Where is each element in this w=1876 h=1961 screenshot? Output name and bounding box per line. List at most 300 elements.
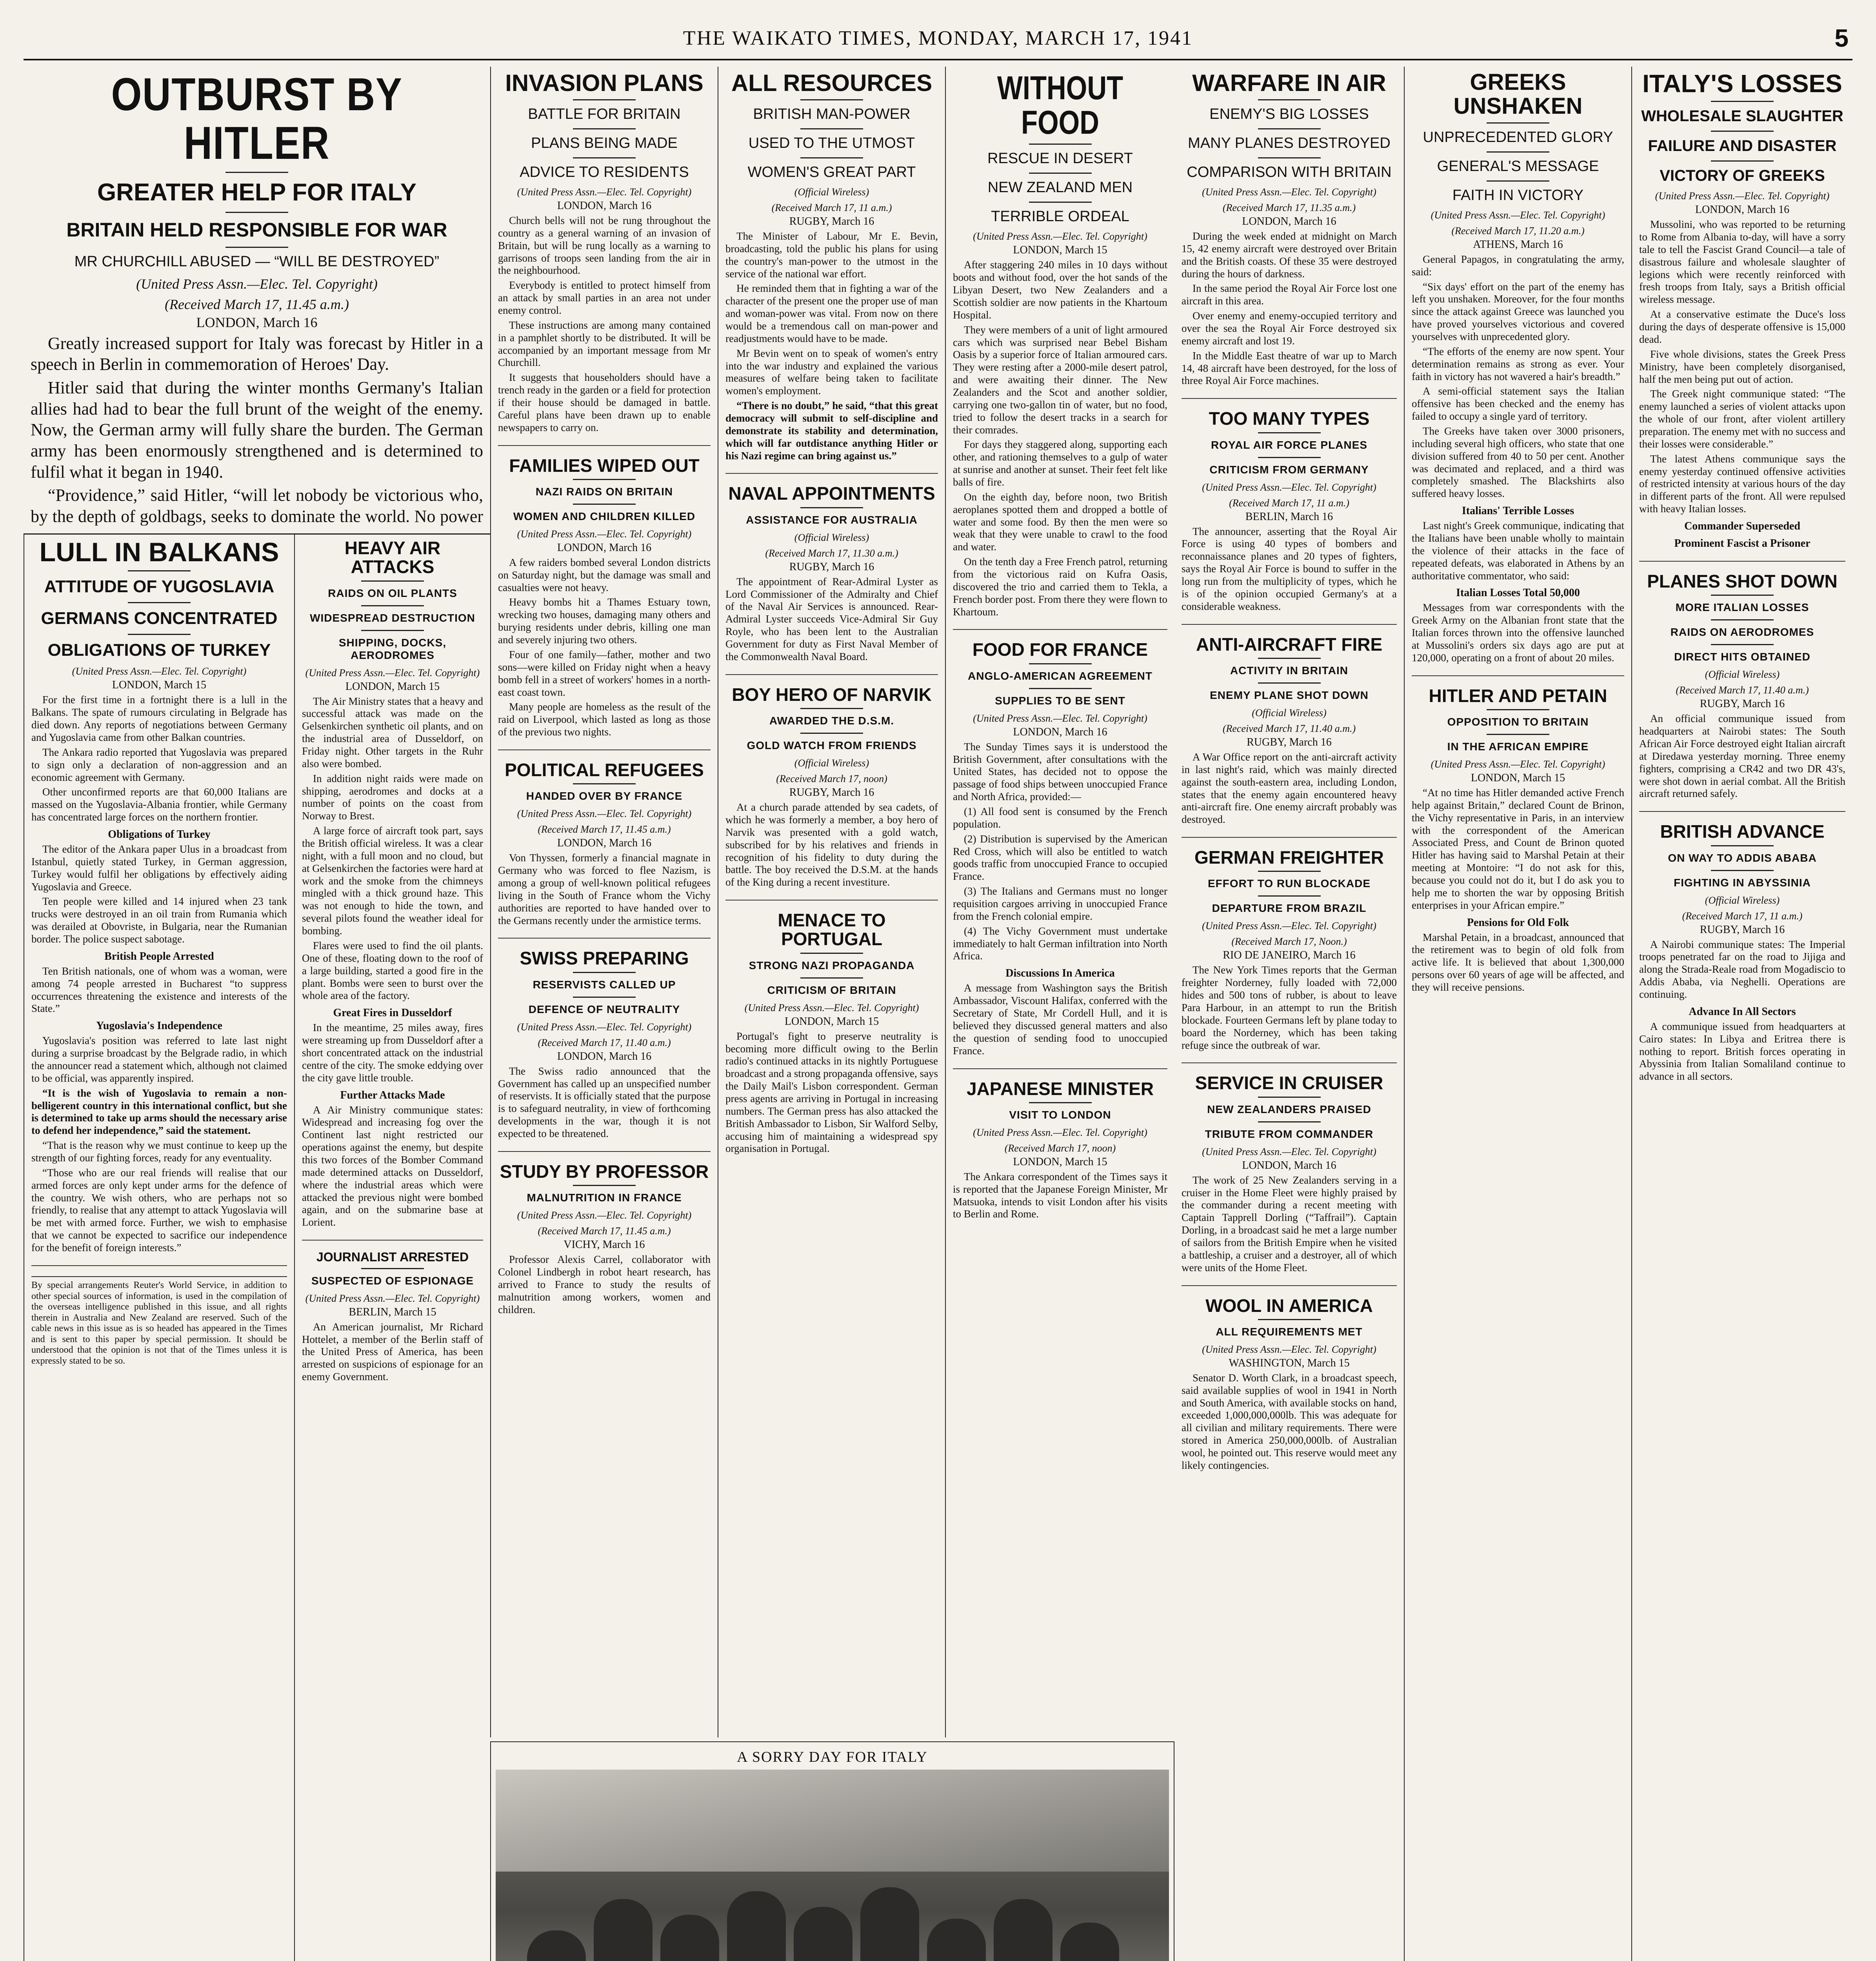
received-time: (Received March 17, 11.45 a.m.) bbox=[538, 1225, 671, 1237]
divider bbox=[1258, 432, 1321, 433]
italy-losses-subhead-1: WHOLESALE SLAUGHTER bbox=[1641, 107, 1843, 125]
paragraph: The Swiss radio announced that the Government has called up an unspecified number of reservists. It is officially stated that the purpose is to safeguard neutrality, in view of forthcoming developments in the war, though it is not expected to be threatened. bbox=[498, 1065, 711, 1139]
dateline: LONDON, March 15 bbox=[1013, 244, 1107, 256]
paragraph: “It is the wish of Yugoslavia to remain a non-belligerent country in this international conflict, but she is determined to take up arms should the necessary arise to defend her independence,” said the statement. bbox=[31, 1087, 287, 1137]
dateline: RUGBY, March 16 bbox=[789, 560, 874, 573]
dateline: RUGBY, March 16 bbox=[789, 215, 874, 227]
wire-credit: (United Press Assn.—Elec. Tel. Copyright) bbox=[517, 808, 692, 820]
side-heading: Yugoslavia's Independence bbox=[96, 1020, 222, 1032]
cruiser-subhead-2: TRIBUTE FROM COMMANDER bbox=[1205, 1128, 1374, 1140]
divider bbox=[1258, 658, 1321, 659]
types-headline: TOO MANY TYPES bbox=[1209, 408, 1370, 429]
divider bbox=[1487, 709, 1549, 710]
wire-credit: (United Press Assn.—Elec. Tel. Copyright) bbox=[136, 276, 378, 292]
wire-credit: (United Press Assn.—Elec. Tel. Copyright) bbox=[1431, 209, 1605, 221]
paragraph: The appointment of Rear-Admiral Lyster as Lord Commissioner of the Admiralty and Chief of the Naval Air Services is announced. Rear-Admiral Lyster succeeds Vice-Admiral Sir Guy Royle, who has been lent to the Australian Government for duty as First Naval Member of the Commonwealth Naval Board. bbox=[725, 575, 938, 662]
divider bbox=[1711, 160, 1774, 162]
divider bbox=[1029, 688, 1092, 689]
paragraph: Mussolini, who was reported to be returning to Rome from Albania to-day, will have a sorry tale to tell the Fascist Grand Council—a tale of disastrous failure and wholesale slaughter of legions which were recently reinforced with fresh troops from Italy, says a British official wireless message. bbox=[1639, 218, 1845, 306]
paragraph: Von Thyssen, formerly a financial magnate in Germany who was forced to flee Nazism, is among a group of well-known political refugees living in the South of France whom the Vichy authorities are reported to have handed over to the Germans recently under the armistice terms. bbox=[498, 852, 711, 926]
wire-credit: (United Press Assn.—Elec. Tel. Copyright) bbox=[1202, 481, 1376, 493]
paragraph: The Greeks have taken over 3000 prisoners, including several high officers, who state that one division suffered from 40 to 50 per cent. Another was decimated and replaced, and a third was completely smashed. The Blackshirts also suffered heavy losses. bbox=[1412, 425, 1624, 500]
freighter-subhead-2: DEPARTURE FROM BRAZIL bbox=[1212, 902, 1367, 915]
families-headline: FAMILIES WIPED OUT bbox=[509, 455, 700, 476]
lead-subhead-2: BRITAIN HELD RESPONSIBLE FOR WAR bbox=[66, 218, 447, 241]
narvik-subhead-2: GOLD WATCH FROM FRIENDS bbox=[747, 739, 917, 752]
naval-subhead: ASSISTANCE FOR AUSTRALIA bbox=[746, 513, 918, 526]
families-subhead-2: WOMEN AND CHILDREN KILLED bbox=[513, 510, 696, 522]
wire-credit: (United Press Assn.—Elec. Tel. Copyright) bbox=[1202, 920, 1376, 932]
italy-losses-subhead-2: FAILURE AND DISASTER bbox=[1648, 137, 1837, 155]
greeks-subhead-2: GENERAL'S MESSAGE bbox=[1437, 158, 1599, 175]
received-time: (Received March 17, 11.35 a.m.) bbox=[1222, 202, 1356, 213]
divider bbox=[1487, 151, 1549, 153]
paragraph: He reminded them that in fighting a war of the character of the present one the proper use of man and woman-power was vital. From now on there would be a tremendous call on man-power and readjustments would have to be made. bbox=[725, 282, 938, 344]
divider bbox=[573, 128, 636, 129]
paragraph: An American journalist, Mr Richard Hottelet, a member of the Berlin staff of the United Press of America, has been arrested on suspicions of espionage for an enemy Government. bbox=[302, 1321, 483, 1383]
paragraph: During the week ended at midnight on March 15, 42 enemy aircraft were destroyed over Britain and the British coasts. Of these 35 were destroyed during the hours of darkness. bbox=[1182, 230, 1397, 280]
balkans-headline: LULL IN BALKANS bbox=[39, 537, 279, 567]
dateline: LONDON, March 16 bbox=[557, 200, 652, 212]
dateline: VICHY, March 16 bbox=[564, 1239, 645, 1251]
paragraph: “Providence,” said Hitler, “will let nobody be victorious who, by the depth of goldbags, seeks to dominate the world. No power bbox=[31, 486, 483, 526]
divider bbox=[573, 157, 636, 158]
wire-credit: (United Press Assn.—Elec. Tel. Copyright) bbox=[517, 186, 692, 198]
divider bbox=[573, 997, 636, 998]
paragraph: (1) All food sent is consumed by the French population. bbox=[953, 806, 1167, 830]
received-time: (Received March 17, 11 a.m.) bbox=[1682, 910, 1803, 922]
resources-subhead-1: BRITISH MAN-POWER bbox=[753, 106, 911, 122]
divider bbox=[1029, 144, 1092, 145]
paragraph: The editor of the Ankara paper Ulus in a broadcast from Istanbul, quietly stated Turkey, in German aggression, Turkey would fulfil her obligations by effectively aiding Yugoslavia and Greece. bbox=[31, 843, 287, 893]
antiaircraft-subhead-2: ENEMY PLANE SHOT DOWN bbox=[1210, 689, 1369, 701]
paragraph: Flares were used to find the oil plants. One of these, floating down to the roof of a large building, started a good fire in the plant. Bombs were seen to burst over the whole area of the factory. bbox=[302, 939, 483, 1002]
divider bbox=[573, 504, 636, 505]
paragraph: “The efforts of the enemy are now spent. Your determination remains as strong as ever. Your faith in victory has not wavered a hair's breadth.” bbox=[1412, 345, 1624, 382]
warfare-subhead-1: ENEMY'S BIG LOSSES bbox=[1209, 106, 1369, 122]
lead-headline: OUTBURST BY HITLER bbox=[111, 69, 403, 169]
wire-credit: (Official Wireless) bbox=[1252, 707, 1327, 719]
column-6 bbox=[1174, 67, 1404, 1961]
divider bbox=[800, 99, 863, 100]
dateline: LONDON, March 16 bbox=[1695, 204, 1790, 216]
divider bbox=[225, 247, 288, 248]
cruiser-subhead-1: NEW ZEALANDERS PRAISED bbox=[1207, 1103, 1371, 1115]
invasion-subhead-1: BATTLE FOR BRITAIN bbox=[528, 106, 681, 122]
paragraph: Five whole divisions, states the Greek Press Ministry, have been completely disorganised, half the men being put out of action. bbox=[1639, 348, 1845, 385]
balkans-subhead-3: OBLIGATIONS OF TURKEY bbox=[47, 640, 271, 660]
narvik-subhead-1: AWARDED THE D.S.M. bbox=[769, 715, 894, 727]
antiaircraft-headline: ANTI-AIRCRAFT FIRE bbox=[1196, 634, 1383, 655]
copyright-footnote: By special arrangements Reuter's World Service, in addition to other special sources of information, is used in the compilation of the overseas intelligence published in this issue, and all rights therein in Australia and New Zealand are reserved. Such of the cable news in this issue as is so headed has appeared in the Times and is sent to this paper by special permission. It should be understood that the opinion is not that of the Times unless it is expressly stated to be so. bbox=[31, 1276, 287, 1367]
photo-title: A SORRY DAY FOR ITALY bbox=[736, 1749, 928, 1765]
balkans-subhead-2: GERMANS CONCENTRATED bbox=[41, 609, 278, 628]
balkans-subhead-1: ATTITUDE OF YUGOSLAVIA bbox=[44, 577, 274, 597]
divider bbox=[128, 570, 191, 571]
paragraph: Hitler said that during the winter months Germany's Italian allies had had to bear the full brunt of the weight of the enemy. Now, the German army will fully share the burden. The German army has been enormously strengthened and is determined to fulfil what it began in 1940. bbox=[31, 378, 483, 482]
divider bbox=[1711, 870, 1774, 871]
paragraph: On the tenth day a Free French patrol, returning from the victorious raid on Kufra Oasis, discovered the trio and carried them to Tekla, a French border post. From there they were flown to Khartoum. bbox=[953, 556, 1167, 618]
greeks-headline: GREEKS UNSHAKEN bbox=[1453, 69, 1583, 119]
paragraph: An official communique issued from headquarters at Nairobi states: The South African Air Force destroyed eight Italian aircraft at Diredawa yesterday morning. Three enemy fighters, comprising a CR42 and two DR 43's, were shot down in aerial combat. All the British aircraft returned safely. bbox=[1639, 713, 1845, 800]
paragraph: On the eighth day, before noon, two British aeroplanes spotted them and dropped a bottle of water and some food. By then the men were so weak that they were unable to crawl to the food and water. bbox=[953, 491, 1167, 553]
dateline: RIO DE JANEIRO, March 16 bbox=[1223, 949, 1356, 962]
divider bbox=[1029, 1102, 1092, 1103]
dateline: LONDON, March 16 bbox=[557, 541, 652, 554]
column-4 bbox=[718, 67, 945, 1737]
divider bbox=[573, 99, 636, 100]
planes-down-subhead-2: RAIDS ON AERODROMES bbox=[1670, 626, 1814, 639]
divider bbox=[800, 157, 863, 158]
wire-credit: (Official Wireless) bbox=[1705, 669, 1780, 680]
divider bbox=[1258, 99, 1321, 100]
paragraph: In the same period the Royal Air Force lost one aircraft in this area. bbox=[1182, 282, 1397, 307]
resources-subhead-3: WOMEN'S GREAT PART bbox=[747, 164, 916, 180]
lead-subhead-3: MR CHURCHILL ABUSED — “WILL BE DESTROYED” bbox=[74, 253, 440, 270]
divider bbox=[800, 507, 863, 508]
wire-credit: (United Press Assn.—Elec. Tel. Copyright) bbox=[72, 666, 247, 677]
masthead bbox=[24, 24, 1852, 60]
divider bbox=[1258, 1319, 1321, 1320]
paragraph: At a church parade attended by sea cadets, of which he was formerly a member, a boy hero of Narvik was presented with a gold watch, subscribed for by his relatives and friends in recognition of his fidelity to duty during the battle. The boy received the D.S.M. at the hands of the King during a recent investiture. bbox=[725, 801, 938, 888]
side-heading: Advance In All Sectors bbox=[1689, 1005, 1796, 1018]
greeks-subhead-1: UNPRECEDENTED GLORY bbox=[1423, 129, 1613, 146]
wire-credit: (United Press Assn.—Elec. Tel. Copyright) bbox=[973, 712, 1147, 724]
received-time: (Received March 17, Noon.) bbox=[1231, 936, 1347, 948]
divider bbox=[1029, 173, 1092, 174]
divider bbox=[1487, 122, 1549, 124]
paragraph: Over enemy and enemy-occupied territory and over the sea the Royal Air Force destroyed six enemy aircraft and lost 19. bbox=[1182, 310, 1397, 347]
paragraph: Many people are homeless as the result of the raid on Liverpool, which lasted as long as those of the previous two nights. bbox=[498, 701, 711, 738]
paragraph: Last night's Greek communique, indicating that the Italians have been unable wholly to maintain the violence of their attacks in the face of repeated defeats, was elaborated in Athens by an authoritative commentator, who said: bbox=[1412, 520, 1624, 582]
paragraph: In the meantime, 25 miles away, fires were streaming up from Dusseldorf after a short concentrated attack on the industrial centre of the city. The smoke eddying over the city gave little trouble. bbox=[302, 1022, 483, 1084]
divider bbox=[1711, 845, 1774, 846]
dateline: LONDON, March 16 bbox=[557, 837, 652, 850]
paragraph: In addition night raids were made on shipping, aerodromes and docks at a number of points on the coast from Norway to Brest. bbox=[302, 772, 483, 822]
divider bbox=[800, 953, 863, 954]
paragraph: A large force of aircraft took part, says the British official wireless. It was a clear night, with a full moon and no cloud, but at Gelsenkirchen the factories were hard at work and the smoke from the chimneys mingled with a thick ground haze. This was not enough to hide the town, and several pilots found the weather ideal for bombing. bbox=[302, 825, 483, 937]
divider bbox=[361, 630, 424, 631]
paragraph: The Sunday Times says it is understood the British Government, after consultations with the United States, has decided not to oppose the passage of food ships between unoccupied France and North Africa, provided:— bbox=[953, 740, 1167, 803]
wire-credit: (United Press Assn.—Elec. Tel. Copyright) bbox=[1431, 759, 1605, 770]
side-heading: Prominent Fascist a Prisoner bbox=[1674, 537, 1811, 549]
side-heading: British People Arrested bbox=[104, 950, 214, 962]
side-heading: Commander Superseded bbox=[1684, 520, 1800, 532]
food-france-subhead-1: ANGLO-AMERICAN AGREEMENT bbox=[968, 669, 1153, 682]
divider bbox=[573, 972, 636, 973]
freighter-subhead-1: EFFORT TO RUN BLOCKADE bbox=[1207, 877, 1371, 890]
families-subhead-1: NAZI RAIDS ON BRITAIN bbox=[535, 485, 673, 498]
heavy-air-subhead-2: WIDESPREAD DESTRUCTION bbox=[310, 611, 475, 624]
wire-credit: (United Press Assn.—Elec. Tel. Copyright) bbox=[305, 667, 480, 679]
paragraph: (4) The Vichy Government must undertake immediately to halt German infiltration into North Africa. bbox=[953, 925, 1167, 962]
paragraph: In the Middle East theatre of war up to March 14, 48 aircraft have been destroyed, for the loss of three Royal Air Force machines. bbox=[1182, 349, 1397, 387]
divider bbox=[1258, 1121, 1321, 1122]
paragraph: It suggests that householders should have a trench ready in the garden or a field for protection if their house should be damaged in battle. Careful plans have been drawn up to enable newspapers to carry on. bbox=[498, 371, 711, 433]
paragraph: A Nairobi communique states: The Imperial troops penetrated far on the road to Jijiga and along the Strada-Reale road from Mogadiscio to Addis Ababa, via Neghelli. Operations are continuing. bbox=[1639, 938, 1845, 1000]
dateline: LONDON, March 16 bbox=[557, 1050, 652, 1062]
hitler-petain-subhead-1: OPPOSITION TO BRITAIN bbox=[1447, 716, 1589, 728]
warfare-headline: WARFARE IN AIR bbox=[1192, 70, 1386, 96]
paragraph: The Ankara radio reported that Yugoslavia was prepared to sign only a declaration of non-aggression and an economic agreement with Germany. bbox=[31, 746, 287, 783]
cruiser-headline: SERVICE IN CRUISER bbox=[1195, 1073, 1383, 1093]
paragraph: Church bells will not be rung throughout the country as a general warning of an invasion of Britain, but will be rung locally as a warning to garrisons of troops seen landing from the air in the neighbourhood. bbox=[498, 215, 711, 277]
wool-headline: WOOL IN AMERICA bbox=[1205, 1295, 1373, 1316]
journalist-headline: JOURNALIST ARRESTED bbox=[316, 1250, 469, 1264]
types-subhead-1: ROYAL AIR FORCE PLANES bbox=[1211, 438, 1367, 451]
divider bbox=[1258, 157, 1321, 158]
wire-credit: (United Press Assn.—Elec. Tel. Copyright) bbox=[1202, 1343, 1376, 1355]
divider bbox=[1711, 101, 1774, 102]
received-time: (Received March 17, 11 a.m.) bbox=[1229, 497, 1349, 509]
paragraph: “There is no doubt,” he said, “that this great democracy will submit to self-discipline and demonstrate its stability and determination, which will far outdistance anything Hitler or his Nazi regime can bring against us.” bbox=[725, 400, 938, 462]
paragraph: (2) Distribution is supervised by the American Red Cross, which will also be entitled to watch goods traffic from unoccupied France to occupied France. bbox=[953, 833, 1167, 882]
portugal-subhead-1: STRONG NAZI PROPAGANDA bbox=[749, 959, 915, 971]
received-time: (Received March 17, 11 a.m.) bbox=[771, 202, 892, 213]
dateline: LONDON, March 16 bbox=[1242, 215, 1336, 227]
divider bbox=[800, 128, 863, 129]
italy-losses-headline: ITALY'S LOSSES bbox=[1642, 69, 1842, 98]
swiss-subhead-2: DEFENCE OF NEUTRALITY bbox=[528, 1003, 680, 1015]
received-time: (Received March 17, 11.40 a.m.) bbox=[1222, 722, 1356, 734]
column-5 bbox=[945, 67, 1174, 1737]
side-heading: Italian Losses Total 50,000 bbox=[1456, 587, 1580, 599]
heavy-air-subhead-1: RAIDS ON OIL PLANTS bbox=[328, 587, 457, 599]
paragraph: General Papagos, in congratulating the army, said: bbox=[1412, 253, 1624, 278]
side-heading: Italians' Terrible Losses bbox=[1462, 505, 1574, 517]
food-subhead-1: RESCUE IN DESERT bbox=[987, 150, 1133, 167]
narvik-headline: BOY HERO OF NARVIK bbox=[732, 684, 932, 705]
divider bbox=[1258, 871, 1321, 872]
side-heading: Discussions In America bbox=[1005, 967, 1115, 980]
article-body bbox=[302, 695, 483, 1229]
italy-losses-subhead-3: VICTORY OF GREEKS bbox=[1660, 167, 1825, 185]
received-time: (Received March 17, 11.40 a.m.) bbox=[1676, 684, 1809, 696]
food-subhead-2: NEW ZEALAND MEN bbox=[987, 179, 1133, 196]
planes-down-subhead-3: DIRECT HITS OBTAINED bbox=[1674, 651, 1811, 663]
dateline: RUGBY, March 16 bbox=[1700, 923, 1785, 936]
wire-credit: (United Press Assn.—Elec. Tel. Copyright) bbox=[517, 1021, 692, 1033]
divider bbox=[361, 580, 424, 582]
dateline: BERLIN, March 16 bbox=[1245, 510, 1333, 523]
invasion-subhead-2: PLANS BEING MADE bbox=[531, 135, 678, 151]
swiss-subhead-1: RESERVISTS CALLED UP bbox=[533, 978, 676, 991]
heavy-air-headline: HEAVY AIR ATTACKS bbox=[344, 538, 441, 577]
received-time: (Received March 17, 11.30 a.m.) bbox=[765, 547, 898, 559]
paragraph: The Greek night communique stated: “The enemy launched a series of violent attacks upon the whole of our front, after violent artillery preparation. The enemy met with no success and their losses were considerable.” bbox=[1639, 388, 1845, 450]
refugees-headline: POLITICAL REFUGEES bbox=[505, 759, 704, 780]
paragraph: (3) The Italians and Germans must no longer requisition cargoes arriving in unoccupied France from the French colonial empire. bbox=[953, 885, 1167, 922]
paragraph: Ten people were killed and 14 injured when 23 tank trucks were destroyed in an oil train from Rumania which was derailed at Obovriste, in Bulgaria, near the Rumanian border. The police suspect sabotage. bbox=[31, 895, 287, 945]
paragraph: The work of 25 New Zealanders serving in a cruiser in the Home Fleet were highly praised by the commander during a recent meeting with Captain Tapprell Dorling (“Taffrail”). Captain Dorling, in a broadcast said he met a large number of sailors from the British Empire when he visited a battleship, a cruiser and a destroyer, all of which were units of the Home Fleet. bbox=[1182, 1174, 1397, 1273]
received-time: (Received March 17, 11.20 a.m.) bbox=[1451, 225, 1585, 236]
divider bbox=[800, 733, 863, 734]
planes-down-headline: PLANES SHOT DOWN bbox=[1647, 571, 1838, 591]
resources-subhead-2: USED TO THE UTMOST bbox=[748, 135, 915, 151]
lead-subhead-1: GREATER HELP FOR ITALY bbox=[97, 178, 417, 206]
dateline: LONDON, March 16 bbox=[1242, 1159, 1336, 1172]
paragraph: A few raiders bombed several London districts on Saturday night, but the damage was small and casualties were not heavy. bbox=[498, 556, 711, 593]
british-advance-subhead-1: ON WAY TO ADDIS ABABA bbox=[1668, 851, 1817, 864]
professor-subhead: MALNUTRITION IN FRANCE bbox=[527, 1192, 682, 1204]
dateline: RUGBY, March 16 bbox=[1247, 736, 1332, 748]
hitler-petain-headline: HITLER AND PETAIN bbox=[1429, 685, 1607, 706]
received-time: (Received March 17, 11.40 a.m.) bbox=[538, 1037, 671, 1048]
paragraph: Messages from war correspondents with the Greek Army on the Albanian front state that the Italian forces thrown into the offensive launched at Mussolini's orders six days ago are put at 120,000, operating on a front of about 20 miles. bbox=[1412, 602, 1624, 664]
divider bbox=[800, 977, 863, 979]
antiaircraft-subhead-1: ACTIVITY IN BRITAIN bbox=[1230, 664, 1349, 677]
wire-credit: (United Press Assn.—Elec. Tel. Copyright) bbox=[517, 528, 692, 540]
column-8 bbox=[1631, 67, 1852, 1961]
hitler-petain-subhead-2: IN THE AFRICAN EMPIRE bbox=[1447, 740, 1589, 753]
divider bbox=[361, 605, 424, 606]
paragraph: The Ankara correspondent of the Times says it is reported that the Japanese Foreign Minister, Mr Matsuoka, intends to visit London after his visits to Berlin and Rome. bbox=[953, 1170, 1167, 1220]
wire-credit: (United Press Assn.—Elec. Tel. Copyright) bbox=[305, 1292, 480, 1304]
dateline: RUGBY, March 16 bbox=[789, 786, 874, 799]
dateline: LONDON, March 16 bbox=[1013, 726, 1107, 738]
professor-headline: STUDY BY PROFESSOR bbox=[500, 1161, 709, 1182]
received-time: (Received March 17, 11.45 a.m.) bbox=[538, 824, 671, 835]
article-body bbox=[31, 694, 287, 1254]
paragraph: Yugoslavia's position was referred to late last night during a surprise broadcast by the Belgrade radio, in which the announcer read a statement which, although not claimed to be official, was apparently inspired. bbox=[31, 1035, 287, 1084]
food-france-subhead-2: SUPPLIES TO BE SENT bbox=[995, 694, 1125, 707]
dateline: LONDON, March 15 bbox=[112, 679, 207, 691]
divider bbox=[1487, 734, 1549, 735]
paragraph: Senator D. Worth Clark, in a broadcast speech, said available supplies of wool in 1941 in North and South America, with available stocks on hand, exceeded 1,000,000,000lb. This was adequate for all civilian and military requirements. There were stored in America 250,000,000lb. of Australian wool, he pointed out. This reserve would meet any likely contingencies. bbox=[1182, 1372, 1397, 1471]
divider bbox=[225, 212, 288, 213]
divider bbox=[1487, 180, 1549, 182]
warfare-subhead-3: COMPARISON WITH BRITAIN bbox=[1187, 164, 1392, 180]
paragraph: They were members of a unit of light armoured cars which was surprised near Bebel Bisham Oasis by a superior force of Italian armoured cars. They were resting after a 2000-mile desert patrol, and were awaiting their dinner. The New Zealanders and the Scot and another soldier, carrying one two-gallon tin of water, but no food, tried to follow the desert tracks in a search for their comrades. bbox=[953, 324, 1167, 436]
paragraph: The Minister of Labour, Mr E. Bevin, broadcasting, told the public his plans for using the country's man-power to the utmost in the service of the national war effort. bbox=[725, 230, 938, 280]
dateline: LONDON, March 15 bbox=[1471, 772, 1565, 784]
side-heading: Obligations of Turkey bbox=[108, 828, 211, 840]
paragraph: “At no time has Hitler demanded active French help against Britain,” declared Count de Brinon, the Vichy representative in Paris, in an interview with the correspondent of the American Associated Press, and Count de Brinon quoted Hitler has having said to Marshal Petain at their meeting at Montoire: “I do not ask for this, because you could not do it, but I do ask you to help me to shorten the war by opposing British enterprises in your African empire.” bbox=[1412, 787, 1624, 911]
photo-feature bbox=[490, 1741, 1174, 1961]
divider bbox=[128, 602, 191, 603]
paragraph: Ten British nationals, one of whom was a woman, were among 74 people arrested in Bucharest “to suppress occurrences threatening the existence and interests of the State.” bbox=[31, 965, 287, 1015]
lead-story bbox=[24, 67, 490, 526]
warfare-subhead-2: MANY PLANES DESTROYED bbox=[1188, 135, 1391, 151]
divider bbox=[573, 783, 636, 784]
wire-credit: (United Press Assn.—Elec. Tel. Copyright) bbox=[973, 1126, 1147, 1138]
paragraph: Marshal Petain, in a broadcast, announced that the retirement was to begin of old folk from active life. It is believed that about 1,300,000 persons over 60 years of age will be affected, and they will receive pensions. bbox=[1412, 931, 1624, 993]
dateline: BERLIN, March 15 bbox=[349, 1306, 436, 1318]
wire-credit: (United Press Assn.—Elec. Tel. Copyright) bbox=[1655, 190, 1830, 202]
paragraph: After staggering 240 miles in 10 days without boots and without food, over the hot sands of the Libyan Desert, two New Zealanders and a Scottish soldier are now patients in the Khartoum Hospital. bbox=[953, 259, 1167, 321]
food-subhead-3: TERRIBLE ORDEAL bbox=[991, 208, 1129, 225]
paragraph: A Air Ministry communique states: Widespread and increasing fog over the Continent last night restricted our operations against the enemy, but despite this two forces of the Bomber Command made determined attacks on Dusseldorf, where the industrial areas which were attacked the previous night were bombed again, and on the submarine base at Lorient. bbox=[302, 1104, 483, 1228]
paragraph: Mr Bevin went on to speak of women's entry into the war industry and explained the various measures of welfare being taken to facilitate women's employment. bbox=[725, 347, 938, 397]
divider bbox=[1711, 131, 1774, 132]
column-7 bbox=[1404, 67, 1631, 1961]
japanese-subhead: VISIT TO LONDON bbox=[1009, 1108, 1111, 1121]
journalist-subhead: SUSPECTED OF ESPIONAGE bbox=[311, 1274, 474, 1287]
paragraph: Professor Alexis Carrel, collaborator with Colonel Lindbergh in robot heart research, has arrived to France to study the results of malnutrition among workers, women and children. bbox=[498, 1253, 711, 1315]
wire-credit: (Official Wireless) bbox=[794, 757, 869, 769]
paragraph: For days they staggered along, supporting each other, and rationing themselves to a gulp of water at sunrise and another at sunset. Their feet felt like balls of fire. bbox=[953, 438, 1167, 488]
paragraph: “That is the reason why we must continue to keep up the strength of our fighting forces, ready for any eventuality. bbox=[31, 1139, 287, 1164]
wire-credit: (United Press Assn.—Elec. Tel. Copyright) bbox=[1202, 186, 1376, 198]
paragraph: Greatly increased support for Italy was forecast by Hitler in a speech in Berlin in commemoration of Heroes' Day. bbox=[31, 333, 483, 374]
paragraph: The Air Ministry states that a heavy and successful attack was made on the Gelsenkirchen synthetic oil plants, and on the industrial area of Dusseldorf, on Friday night. Other targets in the Ruhr also were bombed. bbox=[302, 695, 483, 769]
paragraph: The New York Times reports that the German freighter Norderney, fully loaded with 72,000 hides and 500 tons of rubber, is about to leave Para Harbour, in an attempt to run the British blockade. Fourteen Germans left by plane today to board the Norderney, which has been taking refuge since the outbreak of war. bbox=[1182, 964, 1397, 1051]
paragraph: For the first time in a fortnight there is a lull in the Balkans. The spate of rumours circulating in Belgrade has died down. Any reports of negotiations between Germany and Yugoslavia came from other Balkan countries. bbox=[31, 694, 287, 743]
dateline: RUGBY, March 16 bbox=[1700, 698, 1785, 710]
resources-headline: ALL RESOURCES bbox=[731, 70, 933, 96]
wire-credit: (Official Wireless) bbox=[794, 531, 869, 543]
divider bbox=[361, 1268, 424, 1269]
paragraph: The announcer, asserting that the Royal Air Force is using 40 types of bombers and reconnaissance planes and 20 types of fighters, says the Royal Air Force is bound to suffer in the long run from the multiplicity of types, which he is of the opinion occupied Germany's at a considerable weakness. bbox=[1182, 525, 1397, 612]
wire-credit: (United Press Assn.—Elec. Tel. Copyright) bbox=[744, 1002, 919, 1013]
paragraph: Everybody is entitled to protect himself from an attack by small parties in an area not under enemy control. bbox=[498, 279, 711, 317]
portugal-headline: MENACE TO PORTUGAL bbox=[778, 910, 886, 950]
planes-down-subhead-1: MORE ITALIAN LOSSES bbox=[1675, 601, 1809, 614]
received-time: (Received March 17, noon) bbox=[1004, 1142, 1116, 1154]
divider bbox=[1258, 895, 1321, 897]
divider bbox=[1711, 595, 1774, 596]
pilots-photo bbox=[496, 1770, 1169, 1961]
swiss-headline: SWISS PREPARING bbox=[520, 948, 689, 969]
wire-credit: (United Press Assn.—Elec. Tel. Copyright) bbox=[973, 231, 1147, 242]
british-advance-subhead-2: FIGHTING IN ABYSSINIA bbox=[1674, 876, 1811, 889]
paragraph: The latest Athens communique says the enemy yesterday continued offensive activities of restricted intensity at various hours of the day in different parts of the front. All were repulsed with heavy Italian losses. bbox=[1639, 453, 1845, 515]
paragraph: “Six days' effort on the part of the enemy has left you unshaken. Moreover, for the four months since the attack against Greece was launched you have proved yourselves victorious and covered yourselves with unprecedented glory. bbox=[1412, 280, 1624, 342]
heavy-air-column bbox=[294, 533, 490, 1961]
food-france-headline: FOOD FOR FRANCE bbox=[972, 639, 1148, 660]
greeks-subhead-3: FAITH IN VICTORY bbox=[1452, 187, 1584, 204]
divider bbox=[1258, 1097, 1321, 1098]
paragraph: Other unconfirmed reports are that 60,000 Italians are massed on the Yugoslavia-Albania frontier, while Germany has concentrated large forces on the northern frontier. bbox=[31, 786, 287, 823]
dateline: LONDON, March 15 bbox=[1013, 1155, 1107, 1168]
divider bbox=[800, 708, 863, 709]
dateline: LONDON, March 15 bbox=[345, 680, 440, 693]
wire-credit: (Official Wireless) bbox=[1705, 894, 1780, 906]
paragraph: A message from Washington says the British Ambassador, Viscount Halifax, conferred with the Secretary of State, Mr Cordell Hull, and it is believed they discussed general matters and also the question of sending food to unoccupied France. bbox=[953, 982, 1167, 1057]
invasion-subhead-3: ADVICE TO RESIDENTS bbox=[520, 164, 689, 180]
types-subhead-2: CRITICISM FROM GERMANY bbox=[1209, 463, 1369, 476]
wool-subhead: ALL REQUIREMENTS MET bbox=[1216, 1325, 1363, 1338]
divider bbox=[1258, 457, 1321, 458]
divider bbox=[1711, 644, 1774, 645]
heavy-air-subhead-3: SHIPPING, DOCKS, AERODROMES bbox=[338, 636, 447, 661]
received-time: (Received March 17, noon) bbox=[776, 773, 887, 785]
dateline: LONDON, March 16 bbox=[196, 314, 318, 330]
aircraft-wing bbox=[496, 1770, 1169, 1872]
divider bbox=[128, 634, 191, 635]
freighter-headline: GERMAN FREIGHTER bbox=[1194, 847, 1384, 868]
food-headline: WITHOUT FOOD bbox=[997, 69, 1123, 141]
wire-credit: (Official Wireless) bbox=[794, 186, 869, 198]
portugal-subhead-2: CRITICISM OF BRITAIN bbox=[767, 984, 896, 996]
divider bbox=[1258, 128, 1321, 129]
paragraph: Heavy bombs hit a Thames Estuary town, wrecking two houses, damaging many others and burying residents under debris, killing one man and severely injuring two others. bbox=[498, 596, 711, 646]
divider bbox=[573, 479, 636, 480]
japanese-headline: JAPANESE MINISTER bbox=[966, 1078, 1154, 1099]
paragraph: Four of one family—father, mother and two sons—were killed on Friday night when a heavy bomb fell in a street of workers' homes in a north-east coast town. bbox=[498, 648, 711, 698]
divider bbox=[225, 172, 288, 173]
dateline: LONDON, March 15 bbox=[784, 1015, 879, 1028]
wire-credit: (United Press Assn.—Elec. Tel. Copyright) bbox=[1202, 1146, 1376, 1157]
paragraph: Portugal's fight to preserve neutrality is becoming more difficult owing to the Berlin radio's continued attacks in its nightly Portuguese broadcast and a strong propaganda offensive, says the Daily Mail's Lisbon correspondent. German press agents are arriving in Portugal in increasing numbers. The German press has also attacked the British Ambassador to Lisbon, Sir Walford Selby, accusing him of maintaining a widespread spy organisation in Portugal. bbox=[725, 1030, 938, 1155]
column-3 bbox=[490, 67, 718, 1737]
divider bbox=[1711, 619, 1774, 620]
dateline: ATHENS, March 16 bbox=[1473, 238, 1563, 251]
british-advance-headline: BRITISH ADVANCE bbox=[1660, 821, 1825, 842]
paragraph: A communique issued from headquarters at Cairo states: In Libya and Eritrea there is nothing to report. British forces operating in Abyssinia from Italian Somaliland continue to advance in all sectors. bbox=[1639, 1020, 1845, 1082]
paragraph: A War Office report on the anti-aircraft activity in last night's raid, which was mainly directed against the south-eastern area, including London, states that the enemy again encountered heavy anti-aircraft fire. One enemy aircraft probably was destroyed. bbox=[1182, 751, 1397, 826]
side-heading: Pensions for Old Folk bbox=[1467, 916, 1569, 929]
